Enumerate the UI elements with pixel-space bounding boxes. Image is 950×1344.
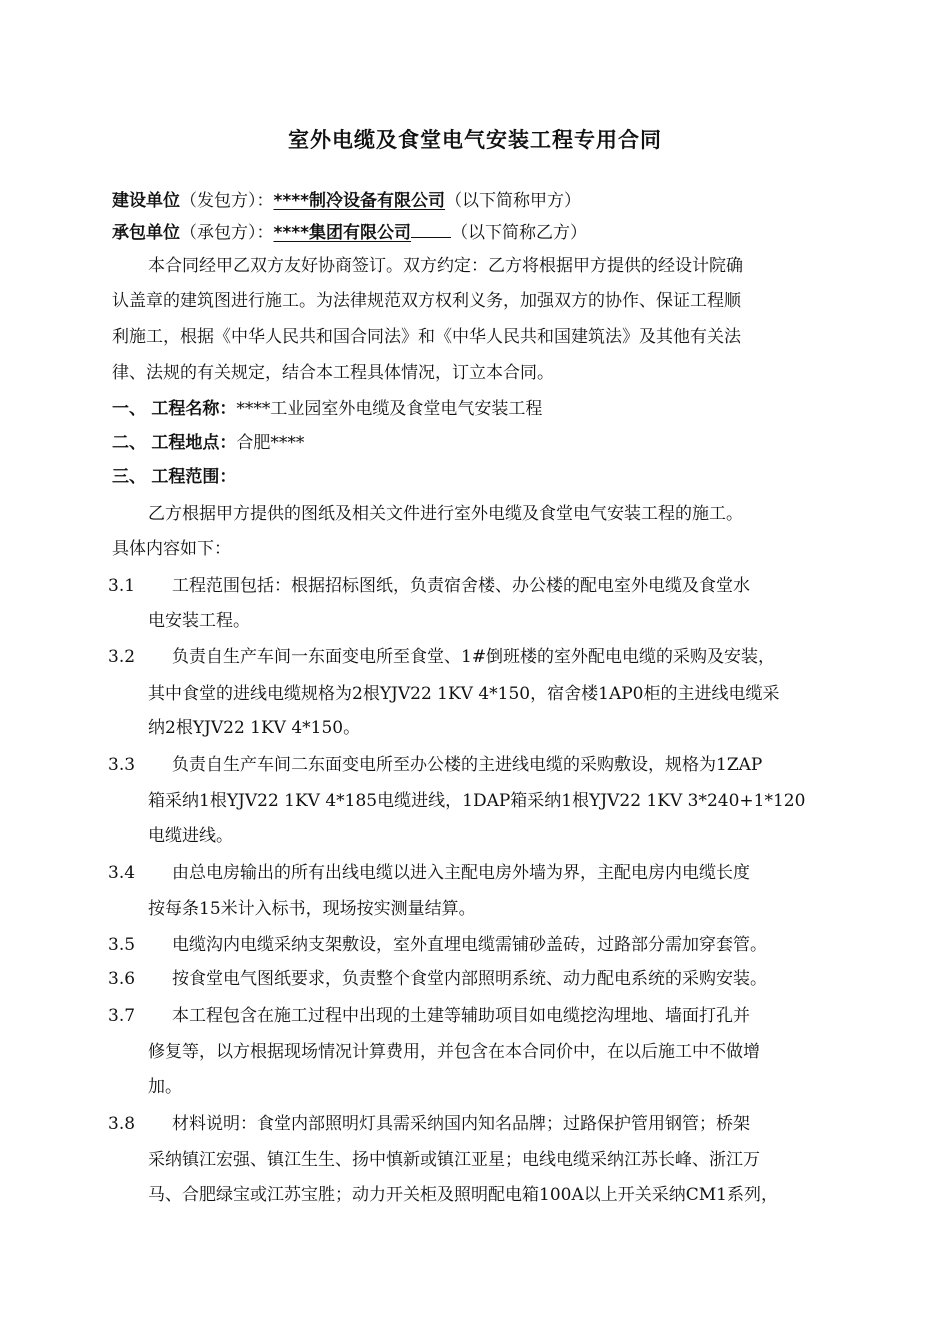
party-a-role: （发包方）：	[180, 191, 274, 211]
section-number: 一、	[112, 399, 146, 419]
section-location	[112, 431, 304, 455]
section-label: 工程名称：	[151, 399, 237, 419]
party-b-label: 承包单位	[112, 223, 180, 243]
item-line: 由总电房输出的所有出线电缆以进入主配电房外墙为界，主配电房内电缆长度	[172, 863, 750, 883]
section-label: 工程范围：	[151, 467, 237, 487]
item-line: 电缆进线。	[148, 826, 233, 846]
intro-line: 认盖章的建筑图进行施工。为法律规范双方权利义务，加强双方的协作、保证工程顺	[112, 291, 741, 311]
item-line: 采纳镇江宏强、镇江生生、扬中慎新或镇江亚星；电线电缆采纳江苏长峰、浙江万	[148, 1150, 760, 1170]
item-line: 负责自生产车间一东面变电所至食堂、1#倒班楼的室外配电电缆的采购及安装，	[172, 647, 776, 667]
intro-line: 利施工，根据《中华人民共和国合同法》和《中华人民共和国建筑法》及其他有关法	[112, 327, 741, 347]
party-a-label: 建设单位	[112, 191, 180, 211]
party-b-name: ****集团有限公司	[273, 223, 412, 243]
item-line: 工程范围包括：根据招标图纸，负责宿舍楼、办公楼的配电室外电缆及食堂水	[172, 576, 750, 596]
item-line: 加。	[148, 1077, 182, 1097]
scope-intro-line: 乙方根据甲方提供的图纸及相关文件进行室外电缆及食堂电气安装工程的施工。	[148, 504, 743, 524]
item-number: 3.6	[108, 969, 136, 989]
item-number: 3.4	[108, 863, 136, 883]
section-number: 三、	[112, 467, 146, 487]
intro-line: 律、法规的有关规定，结合本工程具体情况，订立本合同。	[112, 363, 554, 383]
item-line: 电缆沟内电缆采纳支架敷设，室外直埋电缆需铺砂盖砖，过路部分需加穿套管。	[172, 935, 767, 955]
party-b-role: （承包方）：	[180, 223, 274, 243]
document-title: 室外电缆及食堂电气安装工程专用合同	[288, 128, 662, 152]
item-line: 按每条15米计入标书，现场按实测量结算。	[148, 899, 476, 919]
item-number: 3.1	[108, 576, 136, 596]
item-line: 其中食堂的进线电缆规格为2根YJV22 1KV 4*150，宿舍楼1AP0柜的主进线电缆采	[148, 684, 780, 704]
item-line: 电安装工程。	[148, 611, 250, 631]
party-a-line	[112, 189, 581, 213]
item-line: 修复等，以方根据现场情况计算费用，并包含在本合同价中，在以后施工中不做增	[148, 1042, 760, 1062]
section-name	[112, 397, 542, 421]
party-b-line	[112, 219, 587, 245]
item-number: 3.3	[108, 755, 136, 775]
section-scope	[112, 465, 236, 489]
party-a-note: （以下简称甲方）	[445, 191, 582, 211]
party-b-blank	[411, 219, 451, 238]
item-line: 箱采纳1根YJV22 1KV 4*185电缆进线，1DAP箱采纳1根YJV22 1KV 3*240+1*120	[148, 791, 806, 811]
item-number: 3.2	[108, 647, 136, 667]
item-line: 本工程包含在施工过程中出现的土建等辅助项目如电缆挖沟埋地、墙面打孔并	[172, 1006, 750, 1026]
item-number: 3.7	[108, 1006, 136, 1026]
party-a-name: ****制冷设备有限公司	[273, 191, 446, 211]
item-line: 负责自生产车间二东面变电所至办公楼的主进线电缆的采购敷设，规格为1ZAP	[172, 755, 763, 775]
item-number: 3.5	[108, 935, 136, 955]
item-line: 按食堂电气图纸要求，负责整个食堂内部照明系统、动力配电系统的采购安装。	[172, 969, 767, 989]
party-b-note: （以下简称乙方）	[451, 223, 588, 243]
section-number: 二、	[112, 433, 146, 453]
section-value: ****工业园室外电缆及食堂电气安装工程	[236, 399, 543, 419]
section-value: 合肥****	[236, 433, 305, 453]
intro-line: 本合同经甲乙双方友好协商签订。双方约定：乙方将根据甲方提供的经设计院确	[148, 256, 743, 276]
item-line: 材料说明：食堂内部照明灯具需采纳国内知名品牌；过路保护管用钢管；桥架	[172, 1114, 750, 1134]
item-line: 马、合肥绿宝或江苏宝胜；动力开关柜及照明配电箱100A以上开关采纳CM1系列，	[148, 1185, 778, 1205]
item-number: 3.8	[108, 1114, 136, 1134]
scope-intro-line: 具体内容如下：	[112, 539, 231, 559]
item-line: 纳2根YJV22 1KV 4*150。	[148, 718, 361, 738]
section-label: 工程地点：	[151, 433, 237, 453]
